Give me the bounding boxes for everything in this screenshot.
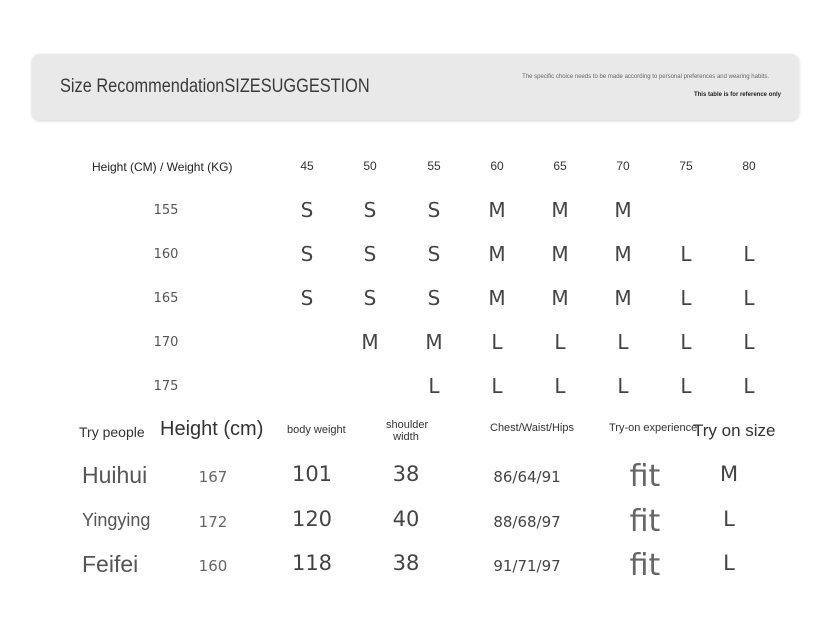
body-weight-header: body weight — [287, 424, 346, 436]
banner-reference: This table is for reference only — [693, 92, 781, 98]
person-weight: 101 — [291, 462, 333, 486]
person-height: 160 — [198, 557, 228, 575]
header-banner — [32, 54, 799, 120]
size-cell: L — [491, 374, 503, 398]
size-cell: M — [551, 198, 569, 222]
height-row-header: 175 — [153, 379, 179, 394]
size-cell: L — [743, 286, 755, 310]
size-cell: L — [554, 374, 566, 398]
shoulder-header-line2: width — [393, 431, 419, 443]
weight-column-header: 60 — [490, 159, 504, 173]
size-cell: M — [614, 286, 632, 310]
height-row-header: 160 — [153, 247, 179, 262]
person-height: 172 — [198, 513, 228, 531]
size-cell: L — [491, 330, 503, 354]
size-cell: S — [300, 198, 314, 222]
person-weight: 120 — [291, 507, 333, 531]
person-experience: fit — [629, 548, 661, 583]
person-size: L — [723, 551, 735, 575]
size-cell: S — [300, 242, 314, 266]
size-cell: M — [551, 242, 569, 266]
height-header: Height (cm) — [160, 418, 264, 440]
size-cell: M — [614, 198, 632, 222]
person-measurements: 88/68/97 — [493, 513, 561, 531]
shoulder-header-line1: shoulder — [386, 419, 429, 431]
person-experience: fit — [629, 504, 661, 539]
size-cell: M — [425, 330, 443, 354]
size-cell: S — [363, 286, 377, 310]
experience-header: Try-on experience — [609, 422, 698, 434]
size-cell: M — [551, 286, 569, 310]
weight-column-header: 50 — [363, 159, 377, 173]
person-measurements: 91/71/97 — [493, 557, 561, 575]
size-cell: M — [488, 198, 506, 222]
person-height: 167 — [198, 468, 228, 486]
weight-column-header: 70 — [616, 159, 630, 173]
size-cell: L — [617, 374, 629, 398]
height-row-header: 165 — [153, 291, 179, 306]
weight-column-header: 65 — [553, 159, 567, 173]
height-row-header: 155 — [153, 203, 179, 218]
size-cell: M — [361, 330, 379, 354]
size-cell: S — [427, 198, 441, 222]
weight-column-header: 75 — [679, 159, 693, 173]
size-cell: S — [300, 286, 314, 310]
size-cell: S — [363, 242, 377, 266]
person-shoulder: 38 — [392, 462, 420, 486]
measurements-header: Chest/Waist/Hips — [490, 422, 574, 434]
size-cell: M — [488, 242, 506, 266]
size-cell: L — [617, 330, 629, 354]
person-shoulder: 40 — [392, 507, 420, 531]
size-cell: S — [427, 286, 441, 310]
size-cell: L — [680, 286, 692, 310]
size-cell: L — [743, 330, 755, 354]
size-cell: M — [614, 242, 632, 266]
height-row-header: 170 — [153, 335, 179, 350]
person-size: M — [719, 462, 739, 486]
size-cell: M — [488, 286, 506, 310]
person-name: Huihui — [82, 462, 148, 488]
try-people-header: Try people — [79, 424, 145, 440]
person-measurements: 86/64/91 — [493, 468, 561, 486]
weight-column-header: 80 — [742, 159, 756, 173]
size-cell: S — [363, 198, 377, 222]
size-cell: L — [680, 242, 692, 266]
weight-column-header: 55 — [427, 159, 441, 173]
person-name: Feifei — [82, 551, 139, 577]
person-weight: 118 — [291, 551, 333, 575]
try-size-header: Try on size — [693, 421, 776, 440]
size-cell: L — [743, 374, 755, 398]
size-cell: S — [427, 242, 441, 266]
person-experience: fit — [629, 459, 661, 494]
size-cell: L — [428, 374, 440, 398]
banner-note: The specific choice needs to be made according to personal preferences and wearing habits. — [522, 74, 769, 80]
page-title: Size RecommendationSIZESUGGESTION — [60, 76, 370, 97]
size-cell: L — [554, 330, 566, 354]
size-cell: L — [680, 374, 692, 398]
size-cell: L — [743, 242, 755, 266]
shoulder-header — [386, 419, 429, 443]
table-corner-label: Height (CM) / Weight (KG) — [92, 160, 233, 174]
size-cell: L — [680, 330, 692, 354]
person-shoulder: 38 — [392, 551, 420, 575]
person-size: L — [723, 507, 735, 531]
person-name: Yingying — [82, 510, 151, 530]
weight-column-header: 45 — [300, 159, 314, 173]
